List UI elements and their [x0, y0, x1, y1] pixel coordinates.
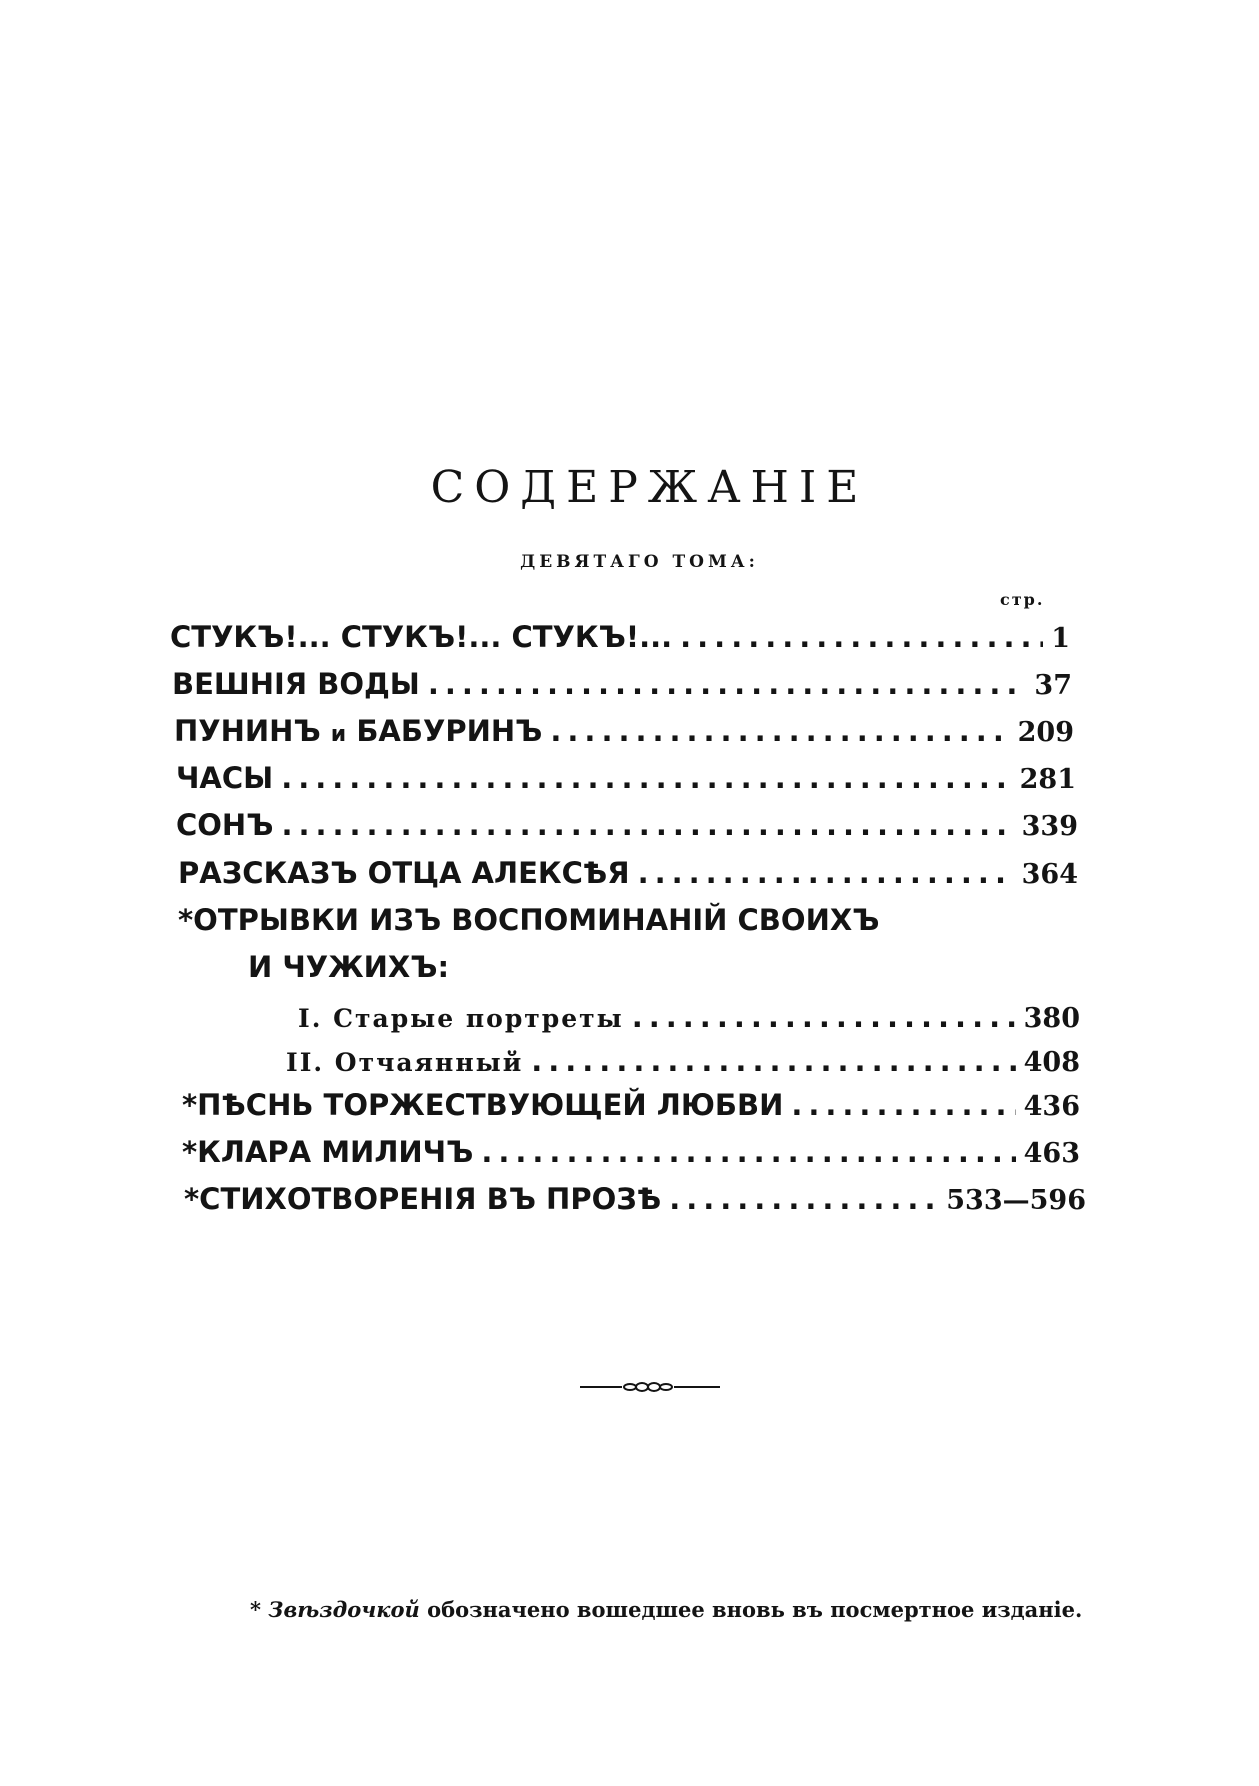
volume-subtitle: ДЕВЯТАГО ТОМА: [520, 552, 759, 572]
toc-entry[interactable] [170, 620, 1070, 654]
toc-entry-title: СОНЪ [176, 808, 274, 842]
ornamental-divider [580, 1378, 720, 1396]
toc-entry-title-part: БАБУРИНЪ [356, 714, 543, 748]
footnote [250, 1597, 1082, 1622]
toc-entry-title: СТУКЪ!... СТУКЪ!... СТУКЪ!... [170, 620, 673, 654]
toc-entry-title [174, 714, 542, 748]
toc-subentry-page: 408 [1023, 1047, 1080, 1078]
toc-entry-title-conjunction: и [330, 722, 347, 747]
toc-entry[interactable] [182, 1088, 1080, 1122]
toc-entry-page: 37 [1034, 670, 1072, 701]
toc-subentry-title: II. Отчаянный [286, 1048, 524, 1077]
toc-entry-page: 463 [1023, 1138, 1080, 1169]
toc-section-heading-line2[interactable]: И ЧУЖИХЪ: [248, 950, 450, 984]
footnote-star: * [250, 1597, 261, 1622]
dot-leader [638, 856, 1014, 890]
dot-leader [281, 808, 1013, 842]
footnote-text: обозначено вошедшее вновь въ посмертное изданіе. [427, 1597, 1083, 1622]
dot-leader [632, 1000, 1016, 1034]
toc-subentry-title: I. Старые портреты [298, 1004, 624, 1033]
page-column-label: стр. [1000, 590, 1045, 609]
dot-leader [791, 1088, 1015, 1122]
toc-entry-title: РАЗСКАЗЪ ОТЦА АЛЕКСѢЯ [178, 856, 630, 890]
dot-leader [531, 1044, 1015, 1078]
toc-entry-page: 533—596 [946, 1185, 1086, 1216]
dot-leader [669, 1182, 938, 1216]
page-title: СОДЕРЖАНІЕ [430, 462, 869, 513]
toc-entry-title: ВЕШНІЯ ВОДЫ [172, 667, 420, 701]
toc-entry[interactable] [176, 808, 1078, 842]
toc-entry-page: 281 [1019, 764, 1076, 795]
toc-entry-title-part: ПУНИНЪ [174, 714, 321, 748]
dot-leader [550, 714, 1009, 748]
toc-entry[interactable] [176, 761, 1076, 795]
dot-leader [680, 620, 1043, 654]
footnote-emphasis: Звѣздочкой [268, 1597, 420, 1622]
toc-entry-title: *КЛАРА МИЛИЧЪ [182, 1135, 474, 1169]
toc-section-heading-line1[interactable]: *ОТРЫВКИ ИЗЪ ВОСПОМИНАНІЙ СВОИХЪ [178, 903, 880, 937]
dot-leader [481, 1135, 1015, 1169]
toc-subentry[interactable] [286, 1044, 1080, 1078]
dot-leader [428, 667, 1027, 701]
dot-leader [281, 761, 1011, 795]
toc-entry-page: 339 [1021, 811, 1078, 842]
toc-entry[interactable] [174, 714, 1074, 748]
toc-subentry-page: 380 [1023, 1003, 1080, 1034]
toc-entry[interactable] [178, 856, 1078, 890]
toc-entry-page: 364 [1021, 859, 1078, 890]
toc-subentry[interactable] [298, 1000, 1080, 1034]
toc-entry[interactable] [184, 1182, 1086, 1216]
toc-entry[interactable] [172, 667, 1072, 701]
toc-entry-page: 436 [1023, 1091, 1080, 1122]
toc-entry-page: 209 [1017, 717, 1074, 748]
toc-entry-title: *СТИХОТВОРЕНІЯ ВЪ ПРОЗѢ [184, 1182, 662, 1216]
toc-entry-title: ЧАСЫ [176, 761, 274, 795]
toc-entry-page: 1 [1051, 623, 1070, 654]
toc-entry[interactable] [182, 1135, 1080, 1169]
toc-entry-title: *ПѢСНЬ ТОРЖЕСТВУЮЩЕЙ ЛЮБВИ [182, 1088, 784, 1122]
